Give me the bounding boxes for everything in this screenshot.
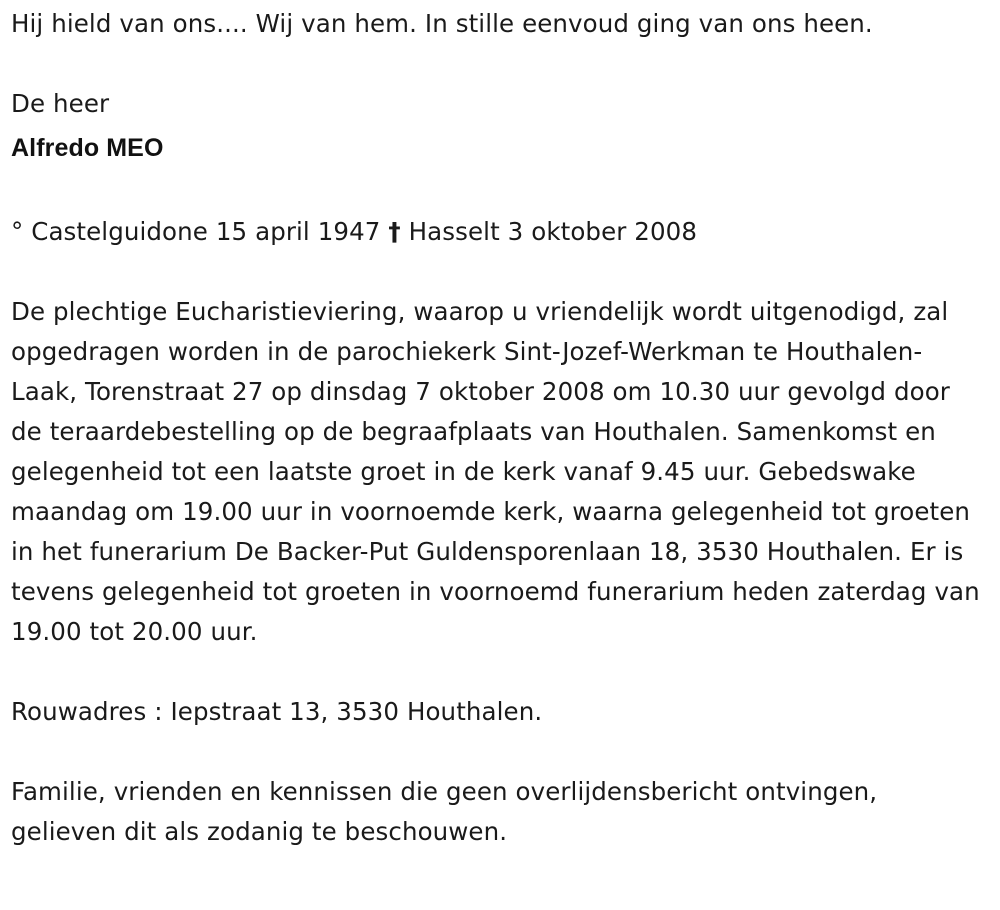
life-dates [11, 212, 986, 252]
obituary-notice [11, 4, 986, 852]
spacer [11, 252, 986, 292]
deceased-name: Alfredo MEO [11, 134, 164, 162]
mourning-address: Rouwadres : Iepstraat 13, 3530 Houthalen. [11, 697, 543, 726]
opening-line: Hij hield van ons.... Wij van hem. In stille eenvoud ging van ons heen. [11, 9, 873, 38]
death-info: Hasselt 3 oktober 2008 [408, 217, 698, 246]
spacer [11, 172, 986, 212]
spacer [11, 652, 986, 692]
spacer [11, 44, 986, 84]
cross-icon: † [388, 217, 401, 246]
honorific-title: De heer [11, 89, 110, 118]
closing-note: Familie, vrienden en kennissen die geen overlijdensbericht ontvingen, gelieven dit als zodanig te beschouwen. [11, 777, 878, 846]
birth-info: ° Castelguidone 15 april 1947 [11, 217, 381, 246]
spacer [11, 732, 986, 772]
ceremony-details: De plechtige Eucharistieviering, waarop u vriendelijk wordt uitgenodigd, zal opgedragen worden in de parochiekerk Sint-Jozef-Werkman te Houthalen-Laak, Torenstraat 27 op dinsdag 7 oktober 2008 om 10.30 uur gevolgd door de teraardebestelling op de begraafplaats van Houthalen. Samenkomst en gelegenheid tot een laatste groet in de kerk vanaf 9.45 uur. Gebedswake maandag om 19.00 uur in voornoemde kerk, waarna gelegenheid tot groeten in het funerarium De Backer-Put Guldensporenlaan 18, 3530 Houthalen. Er is tevens gelegenheid tot groeten in voornoemd funerarium heden zaterdag van 19.00 tot 20.00 uur. [11, 297, 980, 646]
